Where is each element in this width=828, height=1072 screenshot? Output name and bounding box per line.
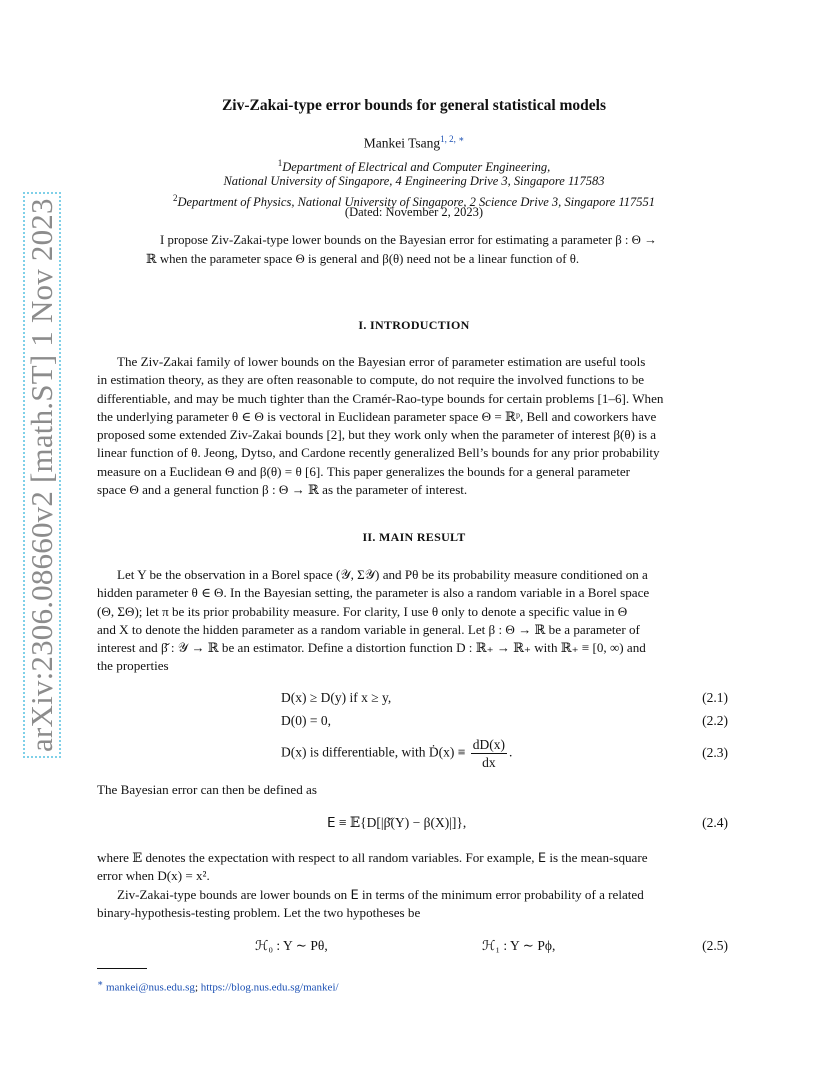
expectation-paragraph — [97, 849, 728, 922]
author-website-link[interactable]: https://blog.nus.edu.sg/mankei/ — [200, 981, 339, 994]
main-line: and X to denote the hidden parameter as a random variable in general. Let β : Θ → ℝ be a parameter of — [97, 621, 640, 637]
affiliation-1-address: National University of Singapore, 4 Engineering Drive 3, Singapore 117583 — [223, 174, 605, 188]
paper-title: Ziv-Zakai-type error bounds for general statistical models — [221, 97, 607, 114]
affiliation-1: $^1$Department of Electrical and Computer Engineering, — [277, 158, 551, 175]
author-name: Mankei Tsang — [363, 135, 441, 151]
main-line: hidden parameter θ ∈ Θ. In the Bayesian setting, the parameter is also a random variable in a Borel space — [97, 585, 650, 601]
dated-line: (Dated: November 2, 2023) — [344, 205, 484, 219]
intro-line: measure on a Euclidean Θ and β(θ) = θ [6]. This paper generalizes the bounds for a general parameter — [97, 463, 631, 479]
affiliation-2: $^2$Department of Physics, National University of Singapore, 2 Science Drive 3, Singapore 117551 — [172, 193, 656, 210]
after-line: error when D(x) = x². — [97, 868, 210, 884]
equation-number-2-4: (2.4) — [702, 815, 728, 830]
introduction-paragraph — [97, 353, 728, 499]
author-marks[interactable]: 1, 2, ∗ — [440, 134, 465, 144]
main-line: Let Y be the observation in a Borel space (𝒴, Σ𝒴) and Pθ be its probability measure conditioned on a — [117, 567, 648, 582]
abstract-line-1: I propose Ziv-Zakai-type lower bounds on the Bayesian error for estimating a parameter β : Θ → — [160, 233, 657, 247]
footnote-mark: ∗ — [97, 978, 104, 988]
section-heading-introduction: I. INTRODUCTION — [358, 318, 470, 332]
equation-2-3: D(x) is differentiable, with Ḋ(x) ≡ $\frac{dD(x)}{dx}$ . — [281, 737, 513, 770]
main-result-paragraph — [97, 566, 728, 676]
author-line — [0, 134, 828, 152]
intro-line: in estimation theory, as they are often reasonable to compute, do not require the involved functions to be — [97, 372, 645, 388]
equation-number-2-3: (2.3) — [702, 745, 728, 760]
main-line: (Θ, ΣΘ); let π be its prior probability measure. For clarity, I use θ only to denote a specific value in Θ — [97, 603, 628, 619]
equation-2-2: D(0) = 0, — [281, 713, 331, 728]
fraction-dDx-dx: $\frac{dD(x)}{dx}$ — [472, 737, 505, 770]
after-line: where 𝔼 denotes the expectation with respect to all random variables. For example, 𝖤 is the mean-square — [97, 850, 648, 865]
footnote-rule — [97, 968, 147, 969]
section-heading-main-result: II. MAIN RESULT — [362, 530, 466, 544]
equation-2-4: 𝖤 ≡ 𝔼{D[|β̌(Y) − β(X)|]}, — [327, 815, 467, 830]
intro-line: linear function of θ. Jeong, Dytso, and Cardone recently generalized Bell’s bounds for any prior probability — [97, 445, 660, 461]
equation-number-2-1: (2.1) — [702, 690, 728, 705]
main-line: the properties — [97, 658, 169, 674]
main-line: interest and β̌ : 𝒴 → ℝ be an estimator. Define a distortion function D : ℝ₊ → ℝ₊ with ℝ₊ ≡ [0, ∞) and — [97, 640, 646, 656]
intro-line: proposed some extended Ziv-Zakai bounds [2], but they work only when the parameter of interest β(θ) is a — [97, 427, 657, 443]
intro-line: The Ziv-Zakai family of lower bounds on the Bayesian error of parameter estimation are useful tools — [117, 354, 646, 369]
intro-line: differentiable, and may be much tighter than the Cramér-Rao-type bounds for certain problems [1–6]. When — [97, 390, 664, 406]
footnote: ∗ mankei@nus.edu.sg; https://blog.nus.edu.sg/mankei/ — [97, 978, 339, 994]
intro-line: space Θ and a general function β : Θ → ℝ as the parameter of interest. — [97, 482, 468, 498]
equation-2-1: D(x) ≥ D(y) if x ≥ y, — [281, 690, 392, 705]
equation-2-5-h0: ℋ₀ : Y ∼ Pθ, — [255, 938, 328, 953]
equation-number-2-5: (2.5) — [702, 938, 728, 953]
intro-line: the underlying parameter θ ∈ Θ is vectoral in Euclidean parameter space Θ = ℝᵖ, Bell and coworkers have — [97, 408, 657, 424]
abstract — [146, 231, 684, 269]
after-line: binary-hypothesis-testing problem. Let the two hypotheses be — [97, 904, 421, 920]
arxiv-stamp[interactable]: arXiv:2306.08660v2 [math.ST] 1 Nov 2023 — [23, 192, 61, 758]
author-email-link[interactable]: mankei@nus.edu.sg — [105, 981, 195, 994]
bayes-error-line: The Bayesian error can then be defined as — [97, 782, 317, 797]
abstract-line-2: ℝ when the parameter space Θ is general and β(θ) need not be a linear function of θ. — [146, 252, 580, 266]
equation-number-2-2: (2.2) — [702, 713, 728, 728]
after-line: Ziv-Zakai-type bounds are lower bounds on 𝖤 in terms of the minimum error probability of a related — [117, 886, 644, 902]
equation-2-5-h1: ℋ₁ : Y ∼ Pϕ, — [482, 938, 556, 953]
